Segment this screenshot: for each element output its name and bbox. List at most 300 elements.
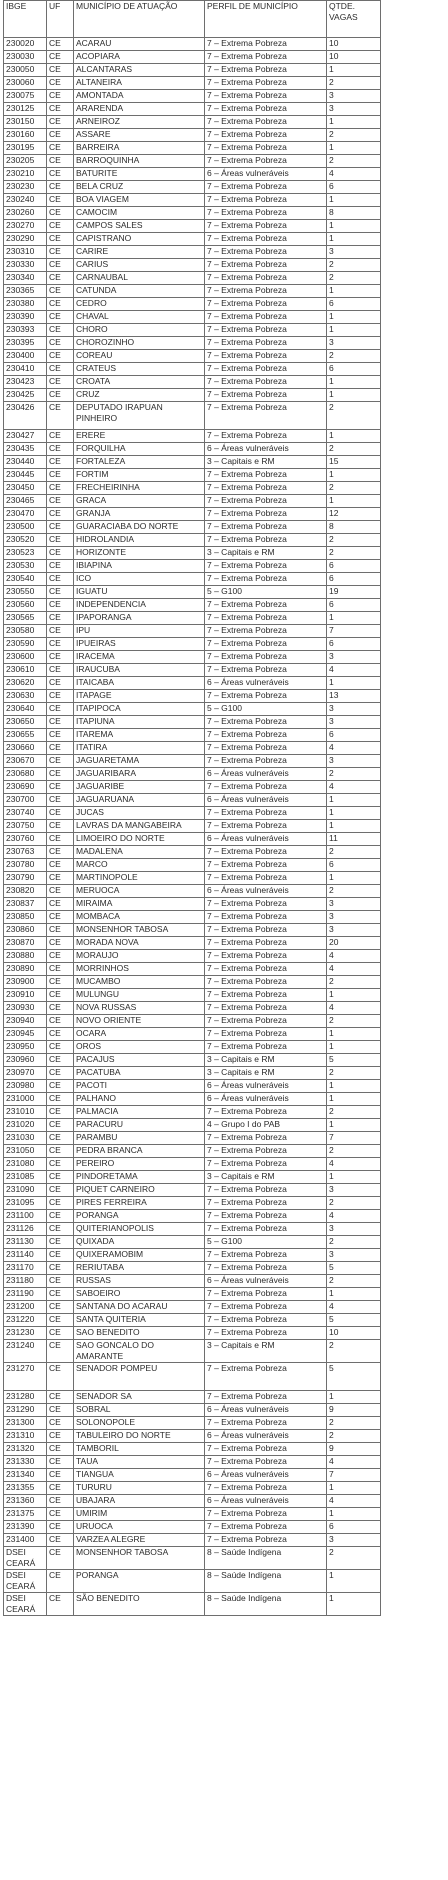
cell-uf: CE (47, 1327, 74, 1340)
cell-uf: CE (47, 508, 74, 521)
cell-perfil: 4 – Grupo I do PAB (205, 1119, 327, 1132)
cell-municipio: SOLONOPOLE (74, 1417, 205, 1430)
cell-municipio: ITAICABA (74, 677, 205, 690)
cell-perfil: 7 – Extrema Pobreza (205, 560, 327, 573)
table-row (4, 311, 381, 324)
cell-vagas: 4 (327, 742, 381, 755)
cell-municipio: MERUOCA (74, 885, 205, 898)
cell-perfil: 6 – Áreas vulneráveis (205, 168, 327, 181)
cell-perfil: 6 – Áreas vulneráveis (205, 768, 327, 781)
cell-uf: CE (47, 963, 74, 976)
cell-municipio: QUIXERAMOBIM (74, 1249, 205, 1262)
cell-ibge: 231140 (4, 1249, 47, 1262)
cell-uf: CE (47, 1593, 74, 1616)
cell-uf: CE (47, 911, 74, 924)
cell-vagas: 5 (327, 1054, 381, 1067)
cell-vagas: 19 (327, 586, 381, 599)
cell-perfil: 7 – Extrema Pobreza (205, 402, 327, 430)
table-row (4, 781, 381, 794)
table-row (4, 1015, 381, 1028)
cell-vagas: 6 (327, 573, 381, 586)
cell-vagas: 8 (327, 521, 381, 534)
cell-vagas: 3 (327, 755, 381, 768)
cell-ibge: 230600 (4, 651, 47, 664)
cell-uf: CE (47, 298, 74, 311)
table-row (4, 181, 381, 194)
cell-perfil: 7 – Extrema Pobreza (205, 807, 327, 820)
cell-uf: CE (47, 898, 74, 911)
cell-ibge: 230205 (4, 155, 47, 168)
cell-perfil: 7 – Extrema Pobreza (205, 1015, 327, 1028)
cell-ibge: 230150 (4, 116, 47, 129)
cell-perfil: 7 – Extrema Pobreza (205, 1456, 327, 1469)
cell-municipio: SÃO BENEDITO (74, 1593, 205, 1616)
cell-ibge: 230440 (4, 456, 47, 469)
cell-ibge: 230393 (4, 324, 47, 337)
cell-vagas: 3 (327, 898, 381, 911)
cell-uf: CE (47, 755, 74, 768)
table-row (4, 742, 381, 755)
cell-perfil: 7 – Extrema Pobreza (205, 820, 327, 833)
table-row (4, 142, 381, 155)
cell-municipio: CAPISTRANO (74, 233, 205, 246)
cell-ibge: 230160 (4, 129, 47, 142)
table-row (4, 1547, 381, 1570)
cell-ibge: 230860 (4, 924, 47, 937)
cell-vagas: 4 (327, 1002, 381, 1015)
table-row (4, 677, 381, 690)
cell-municipio: CRATEUS (74, 363, 205, 376)
cell-ibge: 230700 (4, 794, 47, 807)
cell-perfil: 7 – Extrema Pobreza (205, 1391, 327, 1404)
cell-ibge: 231200 (4, 1301, 47, 1314)
table-row (4, 402, 381, 430)
header-vagas: QTDE. VAGAS (327, 1, 381, 38)
cell-perfil: 6 – Áreas vulneráveis (205, 1093, 327, 1106)
cell-uf: CE (47, 259, 74, 272)
cell-perfil: 7 – Extrema Pobreza (205, 859, 327, 872)
cell-municipio: COREAU (74, 350, 205, 363)
cell-uf: CE (47, 1145, 74, 1158)
cell-municipio: QUIXADA (74, 1236, 205, 1249)
table-row (4, 820, 381, 833)
cell-perfil: 7 – Extrema Pobreza (205, 950, 327, 963)
cell-ibge: 230450 (4, 482, 47, 495)
cell-ibge: 230410 (4, 363, 47, 376)
cell-ibge: 230910 (4, 989, 47, 1002)
cell-uf: CE (47, 402, 74, 430)
cell-municipio: CHOROZINHO (74, 337, 205, 350)
table-row (4, 1184, 381, 1197)
table-row (4, 129, 381, 142)
table-row (4, 755, 381, 768)
cell-vagas: 1 (327, 1028, 381, 1041)
cell-perfil: 7 – Extrema Pobreza (205, 298, 327, 311)
cell-uf: CE (47, 937, 74, 950)
cell-uf: CE (47, 389, 74, 402)
cell-uf: CE (47, 872, 74, 885)
cell-ibge: 231355 (4, 1482, 47, 1495)
cell-uf: CE (47, 194, 74, 207)
cell-perfil: 7 – Extrema Pobreza (205, 1249, 327, 1262)
cell-uf: CE (47, 1067, 74, 1080)
table-row (4, 989, 381, 1002)
cell-uf: CE (47, 233, 74, 246)
cell-uf: CE (47, 1171, 74, 1184)
table-row (4, 976, 381, 989)
cell-ibge: 230763 (4, 846, 47, 859)
cell-vagas: 6 (327, 599, 381, 612)
cell-vagas: 1 (327, 1093, 381, 1106)
cell-ibge: 231090 (4, 1184, 47, 1197)
cell-municipio: SAO GONCALO DO AMARANTE (74, 1340, 205, 1363)
table-row (4, 534, 381, 547)
cell-municipio: ASSARE (74, 129, 205, 142)
cell-ibge: 230900 (4, 976, 47, 989)
table-row (4, 376, 381, 389)
cell-municipio: HORIZONTE (74, 547, 205, 560)
cell-municipio: PIQUET CARNEIRO (74, 1184, 205, 1197)
cell-uf: CE (47, 1547, 74, 1570)
cell-perfil: 7 – Extrema Pobreza (205, 911, 327, 924)
cell-municipio: IPAPORANGA (74, 612, 205, 625)
cell-uf: CE (47, 1158, 74, 1171)
cell-uf: CE (47, 181, 74, 194)
table-row (4, 1288, 381, 1301)
cell-municipio: JAGUARUANA (74, 794, 205, 807)
table-row (4, 508, 381, 521)
cell-ibge: 230395 (4, 337, 47, 350)
cell-municipio: PEDRA BRANCA (74, 1145, 205, 1158)
cell-vagas: 1 (327, 1482, 381, 1495)
cell-ibge: 231240 (4, 1340, 47, 1363)
table-row (4, 103, 381, 116)
cell-municipio: BOA VIAGEM (74, 194, 205, 207)
cell-vagas: 1 (327, 220, 381, 233)
cell-perfil: 7 – Extrema Pobreza (205, 220, 327, 233)
cell-municipio: LAVRAS DA MANGABEIRA (74, 820, 205, 833)
table-row (4, 51, 381, 64)
cell-vagas: 3 (327, 246, 381, 259)
cell-perfil: 7 – Extrema Pobreza (205, 1223, 327, 1236)
table-row (4, 1495, 381, 1508)
cell-vagas: 7 (327, 625, 381, 638)
cell-ibge: 230620 (4, 677, 47, 690)
header-municipio: MUNICÍPIO DE ATUAÇÃO (74, 1, 205, 38)
cell-municipio: ITAPAGE (74, 690, 205, 703)
cell-vagas: 6 (327, 638, 381, 651)
table-header-row (4, 1, 381, 38)
cell-perfil: 7 – Extrema Pobreza (205, 651, 327, 664)
cell-ibge: 230523 (4, 547, 47, 560)
table-row (4, 482, 381, 495)
cell-municipio: FORTIM (74, 469, 205, 482)
cell-uf: CE (47, 1288, 74, 1301)
cell-vagas: 1 (327, 1288, 381, 1301)
cell-municipio: FRECHEIRINHA (74, 482, 205, 495)
cell-perfil: 7 – Extrema Pobreza (205, 1041, 327, 1054)
cell-ibge: 230260 (4, 207, 47, 220)
table-row (4, 324, 381, 337)
table-row (4, 690, 381, 703)
cell-vagas: 12 (327, 508, 381, 521)
table-row (4, 1236, 381, 1249)
cell-vagas: 1 (327, 495, 381, 508)
cell-ibge: 230837 (4, 898, 47, 911)
table-row (4, 1534, 381, 1547)
cell-perfil: 7 – Extrema Pobreza (205, 729, 327, 742)
cell-perfil: 3 – Capitais e RM (205, 1054, 327, 1067)
cell-vagas: 4 (327, 1301, 381, 1314)
cell-municipio: ALTANEIRA (74, 77, 205, 90)
cell-vagas: 9 (327, 1404, 381, 1417)
cell-municipio: PARACURU (74, 1119, 205, 1132)
cell-ibge: 230610 (4, 664, 47, 677)
cell-municipio: CROATA (74, 376, 205, 389)
cell-ibge: 231095 (4, 1197, 47, 1210)
cell-ibge: 231085 (4, 1171, 47, 1184)
table-row (4, 77, 381, 90)
cell-perfil: 7 – Extrema Pobreza (205, 898, 327, 911)
cell-uf: CE (47, 337, 74, 350)
cell-perfil: 7 – Extrema Pobreza (205, 1363, 327, 1391)
vacancies-table (3, 0, 381, 1616)
cell-ibge: 230560 (4, 599, 47, 612)
cell-municipio: BARROQUINHA (74, 155, 205, 168)
cell-perfil: 5 – G100 (205, 586, 327, 599)
cell-ibge: 230390 (4, 311, 47, 324)
cell-ibge: 230060 (4, 77, 47, 90)
cell-uf: CE (47, 469, 74, 482)
cell-municipio: SAO BENEDITO (74, 1327, 205, 1340)
cell-uf: CE (47, 742, 74, 755)
cell-municipio: BELA CRUZ (74, 181, 205, 194)
table-row (4, 950, 381, 963)
cell-perfil: 7 – Extrema Pobreza (205, 194, 327, 207)
cell-ibge: 231050 (4, 1145, 47, 1158)
cell-municipio: IBIAPINA (74, 560, 205, 573)
cell-perfil: 7 – Extrema Pobreza (205, 430, 327, 443)
cell-municipio: TIANGUA (74, 1469, 205, 1482)
cell-municipio: CHAVAL (74, 311, 205, 324)
cell-ibge: 230690 (4, 781, 47, 794)
cell-perfil: 7 – Extrema Pobreza (205, 1327, 327, 1340)
table-row (4, 90, 381, 103)
cell-uf: CE (47, 1417, 74, 1430)
table-row (4, 1570, 381, 1593)
table-row (4, 1469, 381, 1482)
table-row (4, 794, 381, 807)
cell-uf: CE (47, 560, 74, 573)
cell-ibge: 231300 (4, 1417, 47, 1430)
cell-municipio: MORADA NOVA (74, 937, 205, 950)
table-row (4, 625, 381, 638)
cell-vagas: 3 (327, 103, 381, 116)
cell-perfil: 6 – Áreas vulneráveis (205, 794, 327, 807)
cell-perfil: 7 – Extrema Pobreza (205, 976, 327, 989)
table-row (4, 1145, 381, 1158)
cell-vagas: 2 (327, 402, 381, 430)
cell-perfil: 7 – Extrema Pobreza (205, 521, 327, 534)
table-row (4, 1327, 381, 1340)
cell-municipio: TAMBORIL (74, 1443, 205, 1456)
cell-ibge: 230650 (4, 716, 47, 729)
table-row (4, 1093, 381, 1106)
cell-uf: CE (47, 664, 74, 677)
cell-municipio: PALMACIA (74, 1106, 205, 1119)
table-row (4, 1210, 381, 1223)
cell-ibge: 230400 (4, 350, 47, 363)
cell-municipio: BATURITE (74, 168, 205, 181)
cell-perfil: 7 – Extrema Pobreza (205, 363, 327, 376)
table-row (4, 495, 381, 508)
cell-ibge: 230380 (4, 298, 47, 311)
cell-uf: CE (47, 376, 74, 389)
cell-perfil: 7 – Extrema Pobreza (205, 638, 327, 651)
cell-vagas: 10 (327, 1327, 381, 1340)
cell-municipio: MIRAIMA (74, 898, 205, 911)
cell-vagas: 2 (327, 1430, 381, 1443)
cell-perfil: 3 – Capitais e RM (205, 1067, 327, 1080)
cell-perfil: 7 – Extrema Pobreza (205, 350, 327, 363)
table-row (4, 1340, 381, 1363)
cell-ibge: 230940 (4, 1015, 47, 1028)
cell-uf: CE (47, 833, 74, 846)
cell-perfil: 7 – Extrema Pobreza (205, 1028, 327, 1041)
cell-perfil: 6 – Áreas vulneráveis (205, 1404, 327, 1417)
cell-municipio: MARTINOPOLE (74, 872, 205, 885)
cell-vagas: 1 (327, 989, 381, 1002)
cell-uf: CE (47, 1119, 74, 1132)
cell-perfil: 7 – Extrema Pobreza (205, 337, 327, 350)
cell-municipio: UBAJARA (74, 1495, 205, 1508)
table-row (4, 664, 381, 677)
cell-ibge: 230950 (4, 1041, 47, 1054)
cell-municipio: LIMOEIRO DO NORTE (74, 833, 205, 846)
cell-uf: CE (47, 1534, 74, 1547)
cell-perfil: 7 – Extrema Pobreza (205, 1508, 327, 1521)
cell-perfil: 7 – Extrema Pobreza (205, 64, 327, 77)
cell-perfil: 7 – Extrema Pobreza (205, 495, 327, 508)
table-row (4, 586, 381, 599)
cell-ibge: 230020 (4, 38, 47, 51)
cell-vagas: 6 (327, 363, 381, 376)
cell-uf: CE (47, 220, 74, 233)
table-row (4, 430, 381, 443)
cell-perfil: 7 – Extrema Pobreza (205, 246, 327, 259)
cell-vagas: 1 (327, 430, 381, 443)
cell-municipio: SABOEIRO (74, 1288, 205, 1301)
cell-uf: CE (47, 246, 74, 259)
table-row (4, 859, 381, 872)
cell-uf: CE (47, 482, 74, 495)
cell-municipio: TABULEIRO DO NORTE (74, 1430, 205, 1443)
cell-uf: CE (47, 716, 74, 729)
cell-perfil: 7 – Extrema Pobreza (205, 1534, 327, 1547)
cell-ibge: 230240 (4, 194, 47, 207)
cell-vagas: 11 (327, 833, 381, 846)
cell-municipio: CRUZ (74, 389, 205, 402)
cell-uf: CE (47, 1223, 74, 1236)
cell-vagas: 2 (327, 1106, 381, 1119)
table-row (4, 521, 381, 534)
cell-municipio: IRAUCUBA (74, 664, 205, 677)
cell-perfil: 3 – Capitais e RM (205, 547, 327, 560)
cell-ibge: 231320 (4, 1443, 47, 1456)
cell-vagas: 2 (327, 1015, 381, 1028)
cell-municipio: URUOCA (74, 1521, 205, 1534)
cell-perfil: 3 – Capitais e RM (205, 1340, 327, 1363)
table-row (4, 1262, 381, 1275)
cell-municipio: GUARACIABA DO NORTE (74, 521, 205, 534)
cell-perfil: 5 – G100 (205, 1236, 327, 1249)
cell-ibge: 230790 (4, 872, 47, 885)
cell-vagas: 4 (327, 781, 381, 794)
cell-ibge: 230760 (4, 833, 47, 846)
cell-municipio: QUITERIANOPOLIS (74, 1223, 205, 1236)
cell-uf: CE (47, 651, 74, 664)
table-row (4, 937, 381, 950)
table-row (4, 1275, 381, 1288)
cell-perfil: 7 – Extrema Pobreza (205, 155, 327, 168)
cell-ibge: 230750 (4, 820, 47, 833)
cell-municipio: CHORO (74, 324, 205, 337)
cell-perfil: 7 – Extrema Pobreza (205, 90, 327, 103)
cell-ibge: 230590 (4, 638, 47, 651)
cell-perfil: 7 – Extrema Pobreza (205, 51, 327, 64)
cell-municipio: PORANGA (74, 1570, 205, 1593)
cell-vagas: 9 (327, 1443, 381, 1456)
cell-uf: CE (47, 599, 74, 612)
cell-ibge: 230970 (4, 1067, 47, 1080)
cell-uf: CE (47, 1028, 74, 1041)
cell-perfil: 6 – Áreas vulneráveis (205, 885, 327, 898)
cell-uf: CE (47, 38, 74, 51)
cell-municipio: ARARENDA (74, 103, 205, 116)
table-row (4, 1002, 381, 1015)
cell-vagas: 1 (327, 116, 381, 129)
cell-uf: CE (47, 1301, 74, 1314)
cell-vagas: 5 (327, 1262, 381, 1275)
cell-perfil: 7 – Extrema Pobreza (205, 311, 327, 324)
cell-perfil: 7 – Extrema Pobreza (205, 376, 327, 389)
cell-uf: CE (47, 1404, 74, 1417)
cell-municipio: JUCAS (74, 807, 205, 820)
cell-perfil: 7 – Extrema Pobreza (205, 690, 327, 703)
cell-ibge: 230930 (4, 1002, 47, 1015)
cell-vagas: 3 (327, 1249, 381, 1262)
cell-vagas: 4 (327, 664, 381, 677)
cell-ibge: 230670 (4, 755, 47, 768)
cell-uf: CE (47, 1482, 74, 1495)
cell-ibge: 230680 (4, 768, 47, 781)
table-row (4, 350, 381, 363)
cell-vagas: 1 (327, 389, 381, 402)
cell-vagas: 1 (327, 142, 381, 155)
cell-uf: CE (47, 495, 74, 508)
table-row (4, 924, 381, 937)
cell-vagas: 4 (327, 1210, 381, 1223)
cell-municipio: PACAJUS (74, 1054, 205, 1067)
cell-vagas: 1 (327, 677, 381, 690)
cell-perfil: 8 – Saúde Indígena (205, 1570, 327, 1593)
table-row (4, 1158, 381, 1171)
table-row (4, 285, 381, 298)
table-row (4, 560, 381, 573)
cell-ibge: DSEI CEARÁ (4, 1593, 47, 1616)
cell-perfil: 7 – Extrema Pobreza (205, 1197, 327, 1210)
cell-municipio: VARZEA ALEGRE (74, 1534, 205, 1547)
